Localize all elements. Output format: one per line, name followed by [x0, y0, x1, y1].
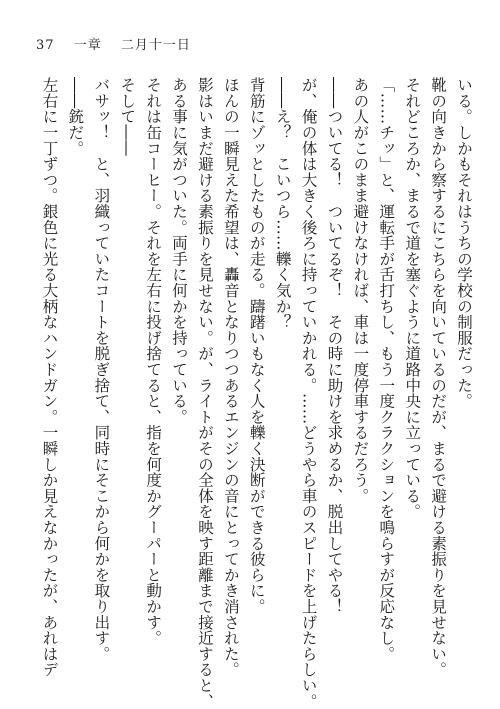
text-line: 背筋にゾッとしたものが走る。躊躇いもなく人を轢く決断ができる彼らに。 — [247, 77, 266, 615]
running-header — [36, 34, 191, 53]
chapter-label: 一章 — [73, 38, 102, 53]
text-line: ――銃だ。 — [66, 77, 85, 156]
text-line: 「……チッ」と、運転手が舌打ちし、もう一度クラクションを鳴らすが反応なし。 — [377, 77, 396, 662]
text-line: いる。しかもそれはうちの学校の制服だった。 — [455, 77, 473, 409]
text-line: 靴の向きから察するにこちらを向いているのだが、まるで避ける素振りを見せない。 — [429, 77, 448, 678]
text-line: 左右に一丁ずつ。銀色に光る大柄なハンドガン。一瞬しか見えなかったが、あれはデ — [40, 77, 59, 678]
text-line: そして―― — [118, 77, 137, 156]
text-line: ――え？ こいつら……轢く気か？ — [273, 77, 292, 330]
text-line: あの人がこのまま避けなければ、車は一度停車するだろう。 — [351, 77, 370, 504]
text-line: バサッ！ と、羽織っていたコートを脱ぎ捨て、同時にそこから何かを取り出す。 — [92, 77, 111, 662]
text-line: ほんの一瞬見えた希望は、轟音となりつつあるエンジンの音にとってかき消された。 — [221, 77, 240, 678]
text-line: それは缶コーヒー。それを左右に投げ捨てると、指を何度かグーパーと動かす。 — [144, 77, 163, 646]
page-number: 37 — [36, 38, 55, 53]
text-line: ある事に気がついた。両手に何かを持っている。 — [170, 77, 189, 425]
chapter-date: 二月十一日 — [120, 38, 191, 53]
vertical-text-body — [40, 77, 476, 709]
text-line: 影はいまだ避ける素振りを見せない。が、ライトがその全体を映す距離まで接近すると、 — [195, 77, 214, 709]
text-line: が、俺の体は大きく後ろに持っていかれる。……どうやら車のスピードを上げたらしい。 — [299, 77, 318, 709]
text-line: それどころか、まるで道を塞ぐように道路中央に立っている。 — [403, 77, 422, 520]
text-line: ――ついてる！ ついてるぞ！ その時に助けを求めるか、脱出してやる！ — [325, 77, 344, 615]
